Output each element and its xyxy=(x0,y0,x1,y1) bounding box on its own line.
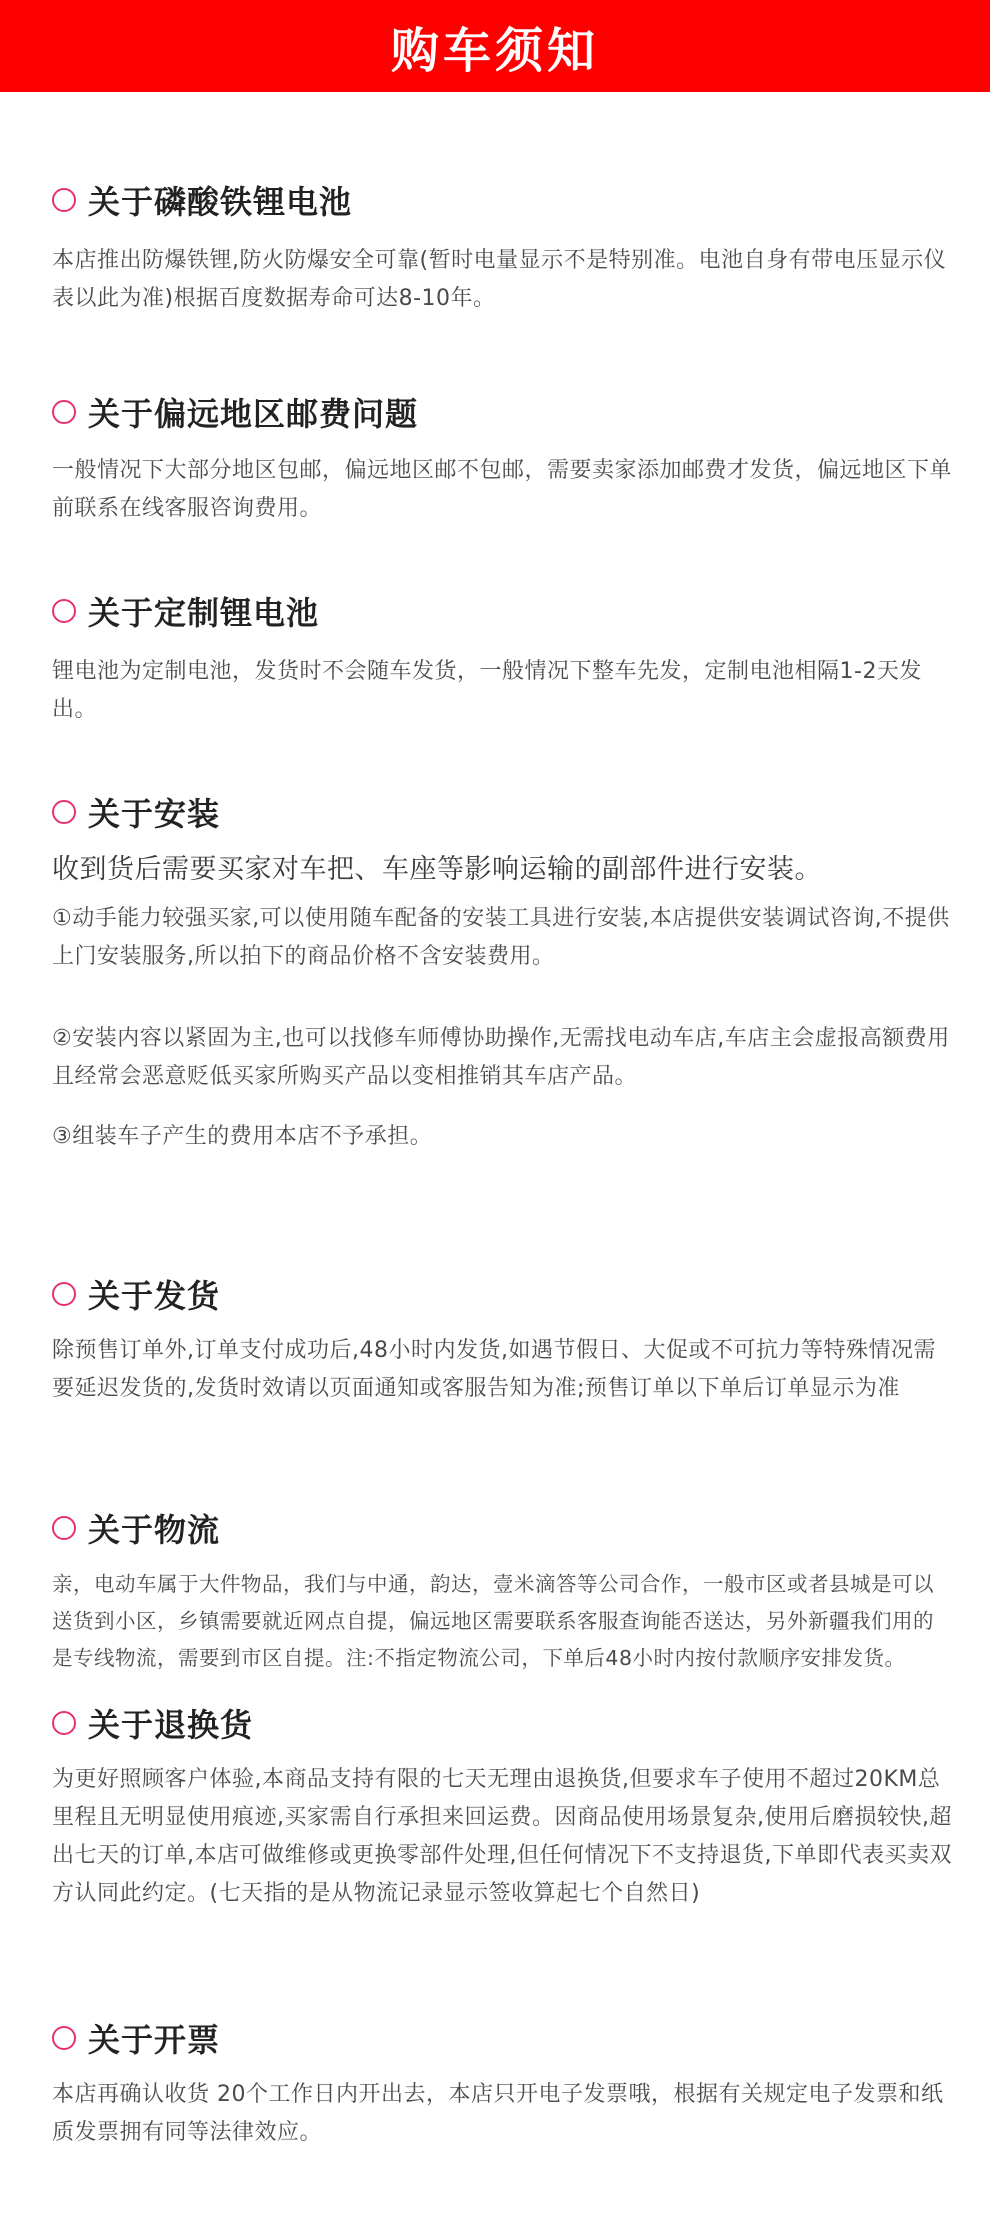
section-heading xyxy=(52,392,952,432)
section-shipping xyxy=(52,1274,952,1408)
section-title: 关于安装 xyxy=(88,795,221,833)
section-title: 关于发货 xyxy=(88,1277,221,1315)
section-title: 关于物流 xyxy=(88,1511,221,1549)
page-title: 购车须知 xyxy=(390,22,599,79)
section-paragraph: 一般情况下大部分地区包邮，偏远地区邮不包邮，需要卖家添加邮费才发货，偏远地区下单前联系在线客服咨询费用。 xyxy=(52,458,953,521)
circle-bullet-icon xyxy=(52,1516,76,1540)
section-title: 关于偏远地区邮费问题 xyxy=(88,395,419,433)
section-title: 关于退换货 xyxy=(88,1706,254,1744)
section-remote-shipping xyxy=(52,392,952,528)
section-title: 关于开票 xyxy=(88,2021,221,2059)
section-paragraph: ②安装内容以紧固为主,也可以找修车师傅协助操作,无需找电动车店,车店主会虚报高额费用且经常会恶意贬低买家所购买产品以变相推销其车店产品。 xyxy=(52,1026,950,1089)
section-paragraph: 除预售订单外,订单支付成功后,48小时内发货,如遇节假日、大促或不可抗力等特殊情况需要延迟发货的,发货时效请以页面通知或客服告知为准;预售订单以下单后订单显示为准 xyxy=(52,1338,936,1401)
section-title: 关于定制锂电池 xyxy=(88,594,320,632)
section-heading xyxy=(52,792,952,832)
section-paragraph: 本店再确认收货 20个工作日内开出去，本店只开电子发票哦，根据有关规定电子发票和纸质发票拥有同等法律效应。 xyxy=(52,2082,944,2145)
header-banner xyxy=(0,0,990,92)
section-heading xyxy=(52,180,952,220)
section-heading xyxy=(52,1274,952,1314)
section-heading xyxy=(52,591,952,631)
circle-bullet-icon xyxy=(52,400,76,424)
section-paragraph: 本店推出防爆铁锂,防火防爆安全可靠(暂时电量显示不是特别准。电池自身有带电压显示仪表以此为准)根据百度数据寿命可达8-10年。 xyxy=(52,248,947,311)
section-heading xyxy=(52,2018,952,2058)
circle-bullet-icon xyxy=(52,188,76,212)
section-heading xyxy=(52,1703,952,1743)
circle-bullet-icon xyxy=(52,1282,76,1306)
circle-bullet-icon xyxy=(52,1711,76,1735)
section-paragraph: 锂电池为定制电池，发货时不会随车发货，一般情况下整车先发，定制电池相隔1-2天发出。 xyxy=(52,659,922,722)
section-returns xyxy=(52,1703,952,1913)
section-heading xyxy=(52,1508,952,1548)
section-paragraph: ③组装车子产生的费用本店不予承担。 xyxy=(52,1124,433,1149)
section-invoice xyxy=(52,2018,952,2152)
circle-bullet-icon xyxy=(52,599,76,623)
section-logistics xyxy=(52,1508,952,1677)
section-intro: 收到货后需要买家对车把、车座等影响运输的副部件进行安装。 xyxy=(52,854,822,885)
section-custom-battery xyxy=(52,591,952,729)
section-paragraph: ①动手能力较强买家,可以使用随车配备的安装工具进行安装,本店提供安装调试咨询,不提供上门安装服务,所以拍下的商品价格不含安装费用。 xyxy=(52,906,950,969)
circle-bullet-icon xyxy=(52,2026,76,2050)
section-title: 关于磷酸铁锂电池 xyxy=(88,183,353,221)
section-paragraph: 为更好照顾客户体验,本商品支持有限的七天无理由退换货,但要求车子使用不超过20KM总里程且无明显使用痕迹,买家需自行承担来回运费。因商品使用场景复杂,使用后磨损较快,超出七天的订单,本店可做维修或更换零部件处理,但任何情况下不支持退货,下单即代表买卖双方认同此约定。(七天指的是从物流记录显示签收算起七个自然日) xyxy=(52,1767,952,1906)
section-paragraph: 亲，电动车属于大件物品，我们与中通，韵达，壹米滴答等公司合作，一般市区或者县城是可以送货到小区，乡镇需要就近网点自提，偏远地区需要联系客服查询能否送达，另外新疆我们用的是专线物流，需要到市区自提。注:不指定物流公司，下单后48小时内按付款顺序安排发货。 xyxy=(52,1572,934,1670)
section-installation xyxy=(52,792,952,1156)
section-lfp-battery xyxy=(52,180,952,318)
circle-bullet-icon xyxy=(52,800,76,824)
